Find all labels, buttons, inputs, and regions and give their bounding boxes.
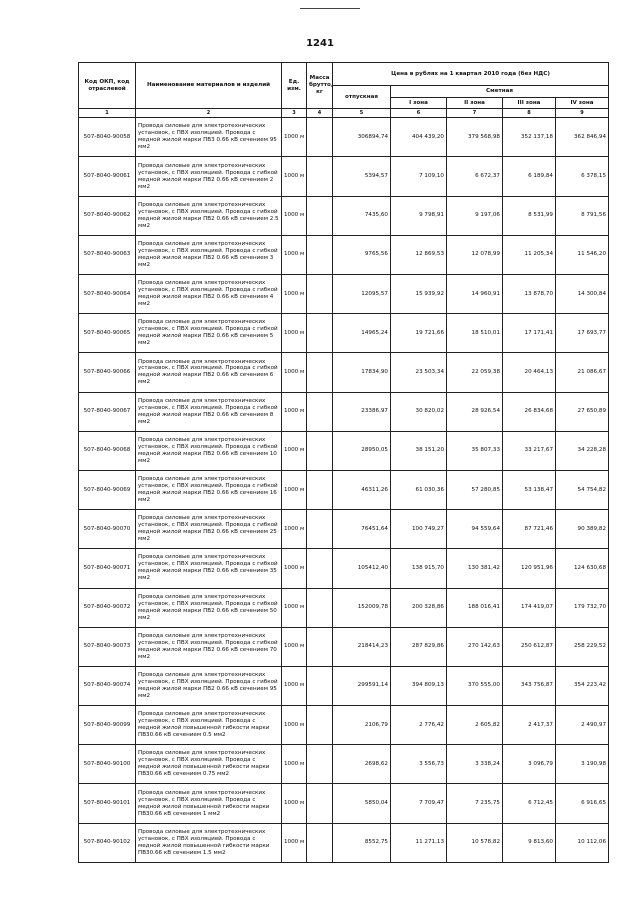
price-wholesale: 306894,74 — [333, 118, 391, 157]
price-wholesale: 46311,26 — [333, 470, 391, 509]
item-name: Провода силовые для электротехнических установок, с ПВХ изоляцией. Провода с медной жилой повышенной гибкости марки ПВ30.66 кВ сечением 0.5 мм2 — [136, 706, 282, 745]
price-zone4: 2 490,97 — [556, 706, 609, 745]
price-zone4: 179 732,70 — [556, 588, 609, 627]
item-mass — [307, 745, 333, 784]
price-zone1: 30 820,02 — [391, 392, 447, 431]
item-code: 507-8040-90067 — [79, 392, 136, 431]
table-body — [79, 118, 609, 863]
item-unit: 1000 м — [282, 627, 307, 666]
item-mass — [307, 196, 333, 235]
price-zone4: 6 916,65 — [556, 784, 609, 823]
item-code: 507-8040-90070 — [79, 510, 136, 549]
item-code: 507-8040-90063 — [79, 235, 136, 274]
header-zone4: IV зона — [556, 98, 609, 109]
price-zone2: 14 960,91 — [447, 275, 503, 314]
item-unit: 1000 м — [282, 745, 307, 784]
table-row — [79, 157, 609, 196]
item-name: Провода силовые для электротехнических установок, с ПВХ изоляцией. Провода с гибкой медной жилой марки ПВ2 0.66 кВ сечением 16 мм2 — [136, 470, 282, 509]
price-zone4: 54 754,82 — [556, 470, 609, 509]
table-row — [79, 196, 609, 235]
item-unit: 1000 м — [282, 392, 307, 431]
price-wholesale: 76451,64 — [333, 510, 391, 549]
price-zone1: 11 271,13 — [391, 823, 447, 862]
price-zone2: 10 578,82 — [447, 823, 503, 862]
price-wholesale: 5394,57 — [333, 157, 391, 196]
column-number: 1 — [79, 109, 136, 118]
price-zone4: 90 389,82 — [556, 510, 609, 549]
price-zone3: 3 096,79 — [503, 745, 556, 784]
item-mass — [307, 275, 333, 314]
header-zone2: II зона — [447, 98, 503, 109]
item-code: 507-8040-90074 — [79, 666, 136, 705]
item-unit: 1000 м — [282, 353, 307, 392]
price-zone2: 2 605,82 — [447, 706, 503, 745]
table-row — [79, 470, 609, 509]
table-row — [79, 745, 609, 784]
table-row — [79, 275, 609, 314]
item-mass — [307, 314, 333, 353]
column-number: 8 — [503, 109, 556, 118]
price-wholesale: 12095,57 — [333, 275, 391, 314]
price-zone1: 12 869,53 — [391, 235, 447, 274]
price-wholesale: 28950,05 — [333, 431, 391, 470]
price-zone4: 362 846,94 — [556, 118, 609, 157]
price-zone2: 35 807,33 — [447, 431, 503, 470]
header-mass: Масса брутто, кг — [307, 63, 333, 109]
price-zone3: 26 834,68 — [503, 392, 556, 431]
item-code: 507-8040-90099 — [79, 706, 136, 745]
column-number: 7 — [447, 109, 503, 118]
price-zone1: 100 749,27 — [391, 510, 447, 549]
item-unit: 1000 м — [282, 549, 307, 588]
price-table — [78, 62, 609, 863]
price-zone1: 404 439,20 — [391, 118, 447, 157]
item-name: Провода силовые для электротехнических установок, с ПВХ изоляцией. Провода с гибкой медной жилой марки ПВ2 0.66 кВ сечением 70 мм2 — [136, 627, 282, 666]
item-unit: 1000 м — [282, 823, 307, 862]
table-row — [79, 118, 609, 157]
item-unit: 1000 м — [282, 275, 307, 314]
price-zone4: 354 223,42 — [556, 666, 609, 705]
price-zone3: 53 138,47 — [503, 470, 556, 509]
price-zone1: 15 939,92 — [391, 275, 447, 314]
table-row — [79, 392, 609, 431]
item-mass — [307, 588, 333, 627]
column-number: 2 — [136, 109, 282, 118]
item-name: Провода силовые для электротехнических установок, с ПВХ изоляцией. Провода с гибкой медной жилой марки ПВ2 0.66 кВ сечением 4 мм2 — [136, 275, 282, 314]
price-zone3: 250 612,87 — [503, 627, 556, 666]
table-row — [79, 627, 609, 666]
price-zone3: 352 137,18 — [503, 118, 556, 157]
price-zone2: 28 926,54 — [447, 392, 503, 431]
item-code: 507-8040-90072 — [79, 588, 136, 627]
price-zone3: 13 878,70 — [503, 275, 556, 314]
item-code: 507-8040-90100 — [79, 745, 136, 784]
price-zone1: 138 915,70 — [391, 549, 447, 588]
header-zone3: III зона — [503, 98, 556, 109]
item-name: Провода силовые для электротехнических установок, с ПВХ изоляцией. Провода с гибкой медной жилой марки ПВ2 0.66 кВ сечением 95 мм2 — [136, 666, 282, 705]
table-row — [79, 431, 609, 470]
item-mass — [307, 784, 333, 823]
price-zone3: 8 531,99 — [503, 196, 556, 235]
price-zone4: 258 229,52 — [556, 627, 609, 666]
item-mass — [307, 627, 333, 666]
item-code: 507-8040-90069 — [79, 470, 136, 509]
header-wholesale: отпускная — [333, 86, 391, 109]
item-code: 507-8040-90062 — [79, 196, 136, 235]
price-zone3: 9 813,60 — [503, 823, 556, 862]
price-zone1: 287 829,86 — [391, 627, 447, 666]
price-wholesale: 2698,62 — [333, 745, 391, 784]
item-mass — [307, 353, 333, 392]
item-code: 507-8040-90066 — [79, 353, 136, 392]
price-wholesale: 8552,75 — [333, 823, 391, 862]
top-rule — [300, 8, 360, 9]
item-unit: 1000 м — [282, 510, 307, 549]
price-zone1: 61 030,36 — [391, 470, 447, 509]
price-zone4: 3 190,98 — [556, 745, 609, 784]
item-name: Провода силовые для электротехнических установок, с ПВХ изоляцией. Провода с гибкой медной жилой марки ПВ2 0.66 кВ сечением 5 мм2 — [136, 314, 282, 353]
price-wholesale: 299591,14 — [333, 666, 391, 705]
price-zone2: 270 142,63 — [447, 627, 503, 666]
price-zone3: 343 756,87 — [503, 666, 556, 705]
item-unit: 1000 м — [282, 431, 307, 470]
table-row — [79, 588, 609, 627]
header-code: Код ОКП, код отраслевой — [79, 63, 136, 109]
item-name: Провода силовые для электротехнических установок, с ПВХ изоляцией. Провода с медной жилой марки ПВ3 0.66 кВ сечением 95 мм2 — [136, 118, 282, 157]
item-code: 507-8040-90101 — [79, 784, 136, 823]
price-zone1: 7 709,47 — [391, 784, 447, 823]
price-zone4: 10 112,06 — [556, 823, 609, 862]
price-wholesale: 218414,23 — [333, 627, 391, 666]
item-unit: 1000 м — [282, 196, 307, 235]
price-zone4: 27 650,89 — [556, 392, 609, 431]
price-zone4: 34 228,28 — [556, 431, 609, 470]
item-unit: 1000 м — [282, 588, 307, 627]
price-zone2: 57 280,85 — [447, 470, 503, 509]
item-code: 507-8040-90058 — [79, 118, 136, 157]
price-zone3: 6 712,45 — [503, 784, 556, 823]
price-wholesale: 14965,24 — [333, 314, 391, 353]
item-code: 507-8040-90065 — [79, 314, 136, 353]
price-zone3: 20 464,13 — [503, 353, 556, 392]
item-unit: 1000 м — [282, 157, 307, 196]
price-zone3: 120 951,96 — [503, 549, 556, 588]
item-name: Провода силовые для электротехнических установок, с ПВХ изоляцией. Провода с гибкой медной жилой марки ПВ2 0.66 кВ сечением 2.5 мм2 — [136, 196, 282, 235]
item-code: 507-8040-90061 — [79, 157, 136, 196]
item-name: Провода силовые для электротехнических установок, с ПВХ изоляцией. Провода с гибкой медной жилой марки ПВ2 0.66 кВ сечением 10 мм2 — [136, 431, 282, 470]
price-wholesale: 152009,78 — [333, 588, 391, 627]
price-zone1: 9 798,91 — [391, 196, 447, 235]
table-row — [79, 706, 609, 745]
column-number: 9 — [556, 109, 609, 118]
item-unit: 1000 м — [282, 314, 307, 353]
price-zone2: 94 559,64 — [447, 510, 503, 549]
item-mass — [307, 157, 333, 196]
table-row — [79, 549, 609, 588]
price-zone3: 11 205,34 — [503, 235, 556, 274]
item-mass — [307, 118, 333, 157]
price-zone3: 6 189,84 — [503, 157, 556, 196]
item-name: Провода силовые для электротехнических установок, с ПВХ изоляцией. Провода с гибкой медной жилой марки ПВ2 0.66 кВ сечением 3 мм2 — [136, 235, 282, 274]
price-zone3: 174 419,07 — [503, 588, 556, 627]
price-zone4: 6 378,15 — [556, 157, 609, 196]
item-unit: 1000 м — [282, 706, 307, 745]
price-zone1: 23 503,34 — [391, 353, 447, 392]
price-zone2: 18 510,01 — [447, 314, 503, 353]
item-mass — [307, 549, 333, 588]
price-zone4: 124 630,68 — [556, 549, 609, 588]
price-zone4: 14 300,84 — [556, 275, 609, 314]
price-zone3: 33 217,67 — [503, 431, 556, 470]
item-mass — [307, 666, 333, 705]
price-wholesale: 9765,56 — [333, 235, 391, 274]
price-zone2: 6 672,37 — [447, 157, 503, 196]
price-zone2: 7 235,75 — [447, 784, 503, 823]
item-mass — [307, 510, 333, 549]
price-zone2: 9 197,06 — [447, 196, 503, 235]
header-name: Наименование материалов и изделий — [136, 63, 282, 109]
price-zone1: 19 721,66 — [391, 314, 447, 353]
item-unit: 1000 м — [282, 235, 307, 274]
item-name: Провода силовые для электротехнических установок, с ПВХ изоляцией. Провода с гибкой медной жилой марки ПВ2 0.66 кВ сечением 2 мм2 — [136, 157, 282, 196]
price-wholesale: 23386,97 — [333, 392, 391, 431]
price-zone1: 200 328,86 — [391, 588, 447, 627]
price-zone4: 21 086,67 — [556, 353, 609, 392]
price-zone1: 38 151,20 — [391, 431, 447, 470]
item-name: Провода силовые для электротехнических установок, с ПВХ изоляцией. Провода с гибкой медной жилой марки ПВ2 0.66 кВ сечением 8 мм2 — [136, 392, 282, 431]
item-unit: 1000 м — [282, 470, 307, 509]
item-name: Провода силовые для электротехнических установок, с ПВХ изоляцией. Провода с медной жилой повышенной гибкости марки ПВ30.66 кВ сечением 1 мм2 — [136, 784, 282, 823]
price-zone3: 2 417,37 — [503, 706, 556, 745]
column-number: 3 — [282, 109, 307, 118]
price-zone4: 17 693,77 — [556, 314, 609, 353]
item-mass — [307, 431, 333, 470]
item-code: 507-8040-90064 — [79, 275, 136, 314]
price-zone1: 394 809,13 — [391, 666, 447, 705]
item-name: Провода силовые для электротехнических установок, с ПВХ изоляцией. Провода с гибкой медной жилой марки ПВ2 0.66 кВ сечением 35 мм2 — [136, 549, 282, 588]
item-name: Провода силовые для электротехнических установок, с ПВХ изоляцией. Провода с гибкой медной жилой марки ПВ2 0.66 кВ сечением 6 мм2 — [136, 353, 282, 392]
price-wholesale: 105412,40 — [333, 549, 391, 588]
column-number-row — [79, 109, 609, 118]
price-wholesale: 5850,04 — [333, 784, 391, 823]
price-zone2: 3 338,24 — [447, 745, 503, 784]
price-zone1: 2 776,42 — [391, 706, 447, 745]
table-row — [79, 314, 609, 353]
page-number: 1241 — [306, 38, 334, 49]
item-unit: 1000 м — [282, 118, 307, 157]
table-row — [79, 784, 609, 823]
price-zone2: 188 016,41 — [447, 588, 503, 627]
item-name: Провода силовые для электротехнических установок, с ПВХ изоляцией. Провода с медной жилой повышенной гибкости марки ПВ30.66 кВ сечением 0.75 мм2 — [136, 745, 282, 784]
item-mass — [307, 823, 333, 862]
item-code: 507-8040-90073 — [79, 627, 136, 666]
price-zone3: 87 721,46 — [503, 510, 556, 549]
table-row — [79, 353, 609, 392]
price-zone4: 8 791,56 — [556, 196, 609, 235]
price-zone2: 130 381,42 — [447, 549, 503, 588]
item-mass — [307, 392, 333, 431]
header-price-group: Цена в рублях на 1 квартал 2010 года (без НДС) — [333, 63, 609, 86]
item-name: Провода силовые для электротехнических установок, с ПВХ изоляцией. Провода с гибкой медной жилой марки ПВ2 0.66 кВ сечением 25 мм2 — [136, 510, 282, 549]
item-name: Провода силовые для электротехнических установок, с ПВХ изоляцией. Провода с медной жилой повышенной гибкости марки ПВ30.66 кВ сечением 1.5 мм2 — [136, 823, 282, 862]
price-zone2: 379 568,98 — [447, 118, 503, 157]
header-zone1: I зона — [391, 98, 447, 109]
item-mass — [307, 706, 333, 745]
item-unit: 1000 м — [282, 784, 307, 823]
header-estimate: Сметная — [391, 86, 609, 98]
price-zone4: 11 546,20 — [556, 235, 609, 274]
price-zone2: 12 078,99 — [447, 235, 503, 274]
price-zone2: 22 059,38 — [447, 353, 503, 392]
item-code: 507-8040-90068 — [79, 431, 136, 470]
price-wholesale: 2106,79 — [333, 706, 391, 745]
column-number: 4 — [307, 109, 333, 118]
table-row — [79, 510, 609, 549]
price-wholesale: 17834,90 — [333, 353, 391, 392]
item-mass — [307, 470, 333, 509]
column-number: 5 — [333, 109, 391, 118]
item-code: 507-8040-90071 — [79, 549, 136, 588]
item-unit: 1000 м — [282, 666, 307, 705]
item-code: 507-8040-90102 — [79, 823, 136, 862]
price-zone3: 17 171,41 — [503, 314, 556, 353]
item-name: Провода силовые для электротехнических установок, с ПВХ изоляцией. Провода с гибкой медной жилой марки ПВ2 0.66 кВ сечением 50 мм2 — [136, 588, 282, 627]
price-zone2: 370 555,00 — [447, 666, 503, 705]
price-zone1: 7 109,10 — [391, 157, 447, 196]
table-row — [79, 823, 609, 862]
column-number: 6 — [391, 109, 447, 118]
price-wholesale: 7435,60 — [333, 196, 391, 235]
header-unit: Ед. изм. — [282, 63, 307, 109]
price-zone1: 3 556,73 — [391, 745, 447, 784]
table-row — [79, 235, 609, 274]
table-row — [79, 666, 609, 705]
item-mass — [307, 235, 333, 274]
